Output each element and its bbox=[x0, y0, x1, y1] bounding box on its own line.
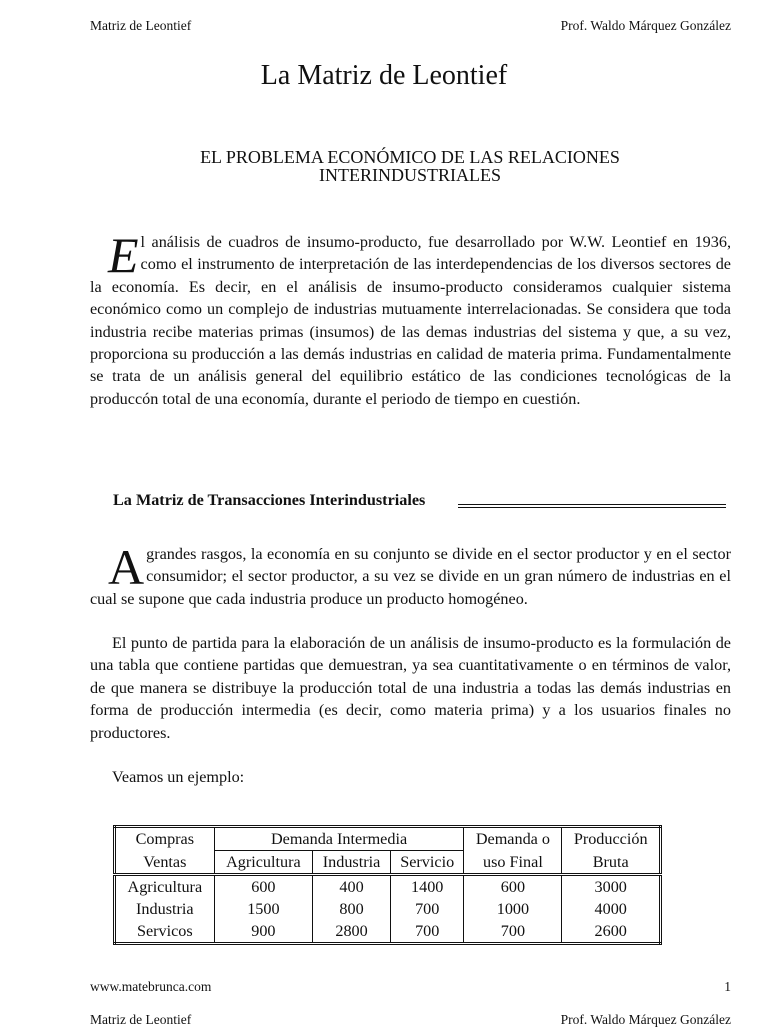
intro-paragraph bbox=[90, 227, 731, 410]
row-sector: Agricultura bbox=[115, 875, 215, 899]
cell-industria: 400 bbox=[313, 875, 391, 899]
table-row bbox=[115, 875, 661, 899]
running-header-left: Matriz de Leontief bbox=[90, 18, 192, 33]
footer-site: www.matebrunca.com bbox=[90, 979, 212, 994]
footer-page-number: 1 bbox=[724, 979, 731, 994]
table-header-row-2 bbox=[115, 851, 661, 875]
subtitle-line-1: EL PROBLEMA ECONÓMICO DE LAS RELACIONES bbox=[200, 147, 620, 167]
row-sector: Servicos bbox=[115, 920, 215, 944]
cell-uso-final: 700 bbox=[464, 920, 562, 944]
cell-produccion-bruta: 2600 bbox=[594, 922, 627, 940]
cell-uso-final: 600 bbox=[464, 875, 562, 899]
row-sector: Industria bbox=[115, 898, 215, 920]
cell-agricultura: 600 bbox=[214, 875, 312, 899]
section-paragraph-1 bbox=[90, 539, 731, 610]
header-servicio: Servicio bbox=[390, 851, 464, 875]
next-page-header-left: Matriz de Leontief bbox=[90, 1012, 192, 1027]
header-ventas: Ventas bbox=[115, 851, 215, 875]
section-paragraph-3: Veamos un ejemplo: bbox=[112, 768, 245, 786]
cell-industria: 2800 bbox=[313, 920, 391, 944]
cell-produccion-bruta: 3000 bbox=[562, 875, 661, 899]
cell-agricultura: 1500 bbox=[214, 898, 312, 920]
dropcap-a: A bbox=[108, 539, 145, 595]
running-header-right: Prof. Waldo Márquez González bbox=[560, 18, 731, 33]
intro-text: l análisis de cuadros de insumo-producto, fue desarrollado por W.W. Leontief en 1936, como el instrumento de interpretación de las interdependencias de los diversos sectores de la economía. Es decir, en el análisis de insumo-producto consideramos cualquier sistema económico como un complejo de industrias mutuamente interrelacionadas. Se considera que toda industria recibe materias primas (insumos) de las demas industrias del sistema y que, a su vez, proporciona su producción a las demás industrias en calidad de materia prima. Fundamentalmente se trata de un análisis general del equilibrio estático de las condiciones tecnológicas de la produccón total de una economía, durante el periodo de tiempo en cuestión. bbox=[90, 233, 731, 408]
header-industria: Industria bbox=[313, 851, 391, 875]
table-row bbox=[115, 920, 661, 944]
cell-agricultura: 900 bbox=[214, 920, 312, 944]
table-header-row-1 bbox=[115, 827, 661, 851]
dropcap-e: E bbox=[108, 227, 139, 283]
header-compras: Compras bbox=[115, 827, 215, 851]
cell-industria: 800 bbox=[313, 898, 391, 920]
header-produccion: Producción bbox=[573, 830, 648, 849]
section-paragraph-2: El punto de partida para la elaboración de un análisis de insumo-producto es la formulación de una tabla que contiene partidas que demuestran, ya sea cuantitativamente o en términos de valor, de que manera se distribuye la producción total de una industria a todas las demás industrias en forma de producción intermedia (es decir, como materia prima) y a los usuarios finales no productores. bbox=[90, 634, 731, 742]
cell-produccion-bruta: 4000 bbox=[594, 900, 627, 918]
next-page-header-right: Prof. Waldo Márquez González bbox=[560, 1012, 731, 1027]
section-heading: La Matriz de Transacciones Interindustriales bbox=[113, 491, 426, 509]
header-demanda-o: Demanda o bbox=[464, 827, 562, 851]
cell-servicio: 700 bbox=[390, 920, 464, 944]
header-demanda-intermedia: Demanda Intermedia bbox=[214, 827, 464, 851]
header-bruta: Bruta bbox=[592, 852, 629, 871]
cell-servicio: 1400 bbox=[390, 875, 464, 899]
transactions-table bbox=[113, 825, 662, 945]
cell-servicio: 700 bbox=[390, 898, 464, 920]
subtitle bbox=[90, 148, 730, 184]
header-uso-final: uso Final bbox=[464, 851, 562, 875]
section-paragraph-1-text: grandes rasgos, la economía en su conjunto se divide en el sector productor y en el sector consumidor; el sector productor, a su vez se divide en un gran número de industrias en el cual se supone que cada industria produce un producto homogéneo. bbox=[90, 545, 731, 608]
header-agricultura: Agricultura bbox=[214, 851, 312, 875]
subtitle-line-2: INTERINDUSTRIALES bbox=[319, 165, 501, 185]
page-title: La Matriz de Leontief bbox=[260, 60, 508, 91]
cell-uso-final: 1000 bbox=[464, 898, 562, 920]
section-heading-rule bbox=[458, 504, 726, 508]
table-row bbox=[115, 898, 661, 920]
